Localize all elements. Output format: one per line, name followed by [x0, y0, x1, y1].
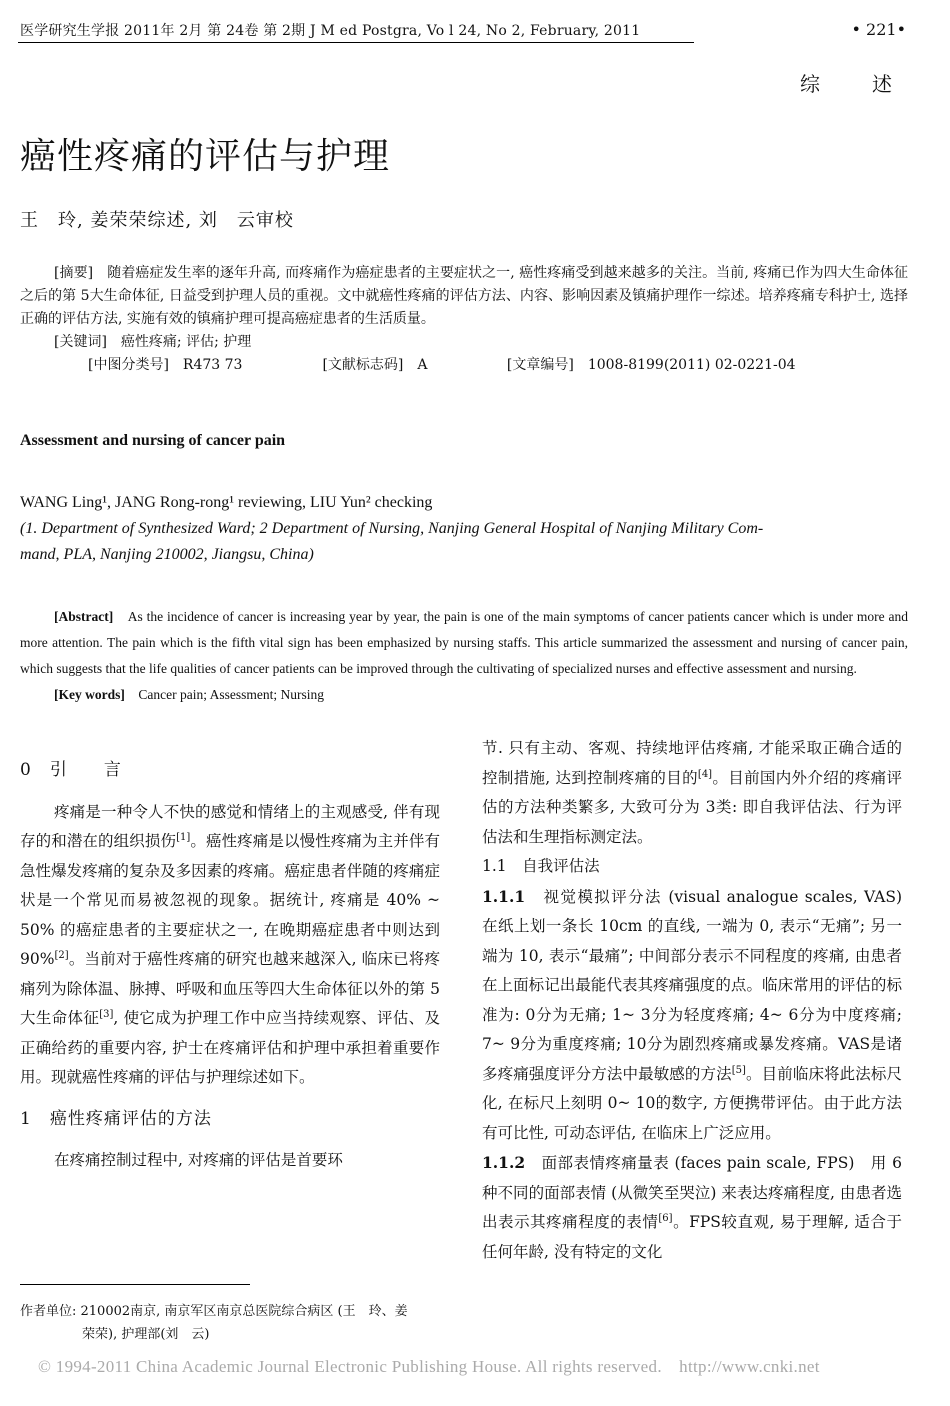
paragraph: 在疼痛控制过程中, 对疼痛的评估是首要环	[54, 1151, 343, 1169]
english-abstract	[20, 604, 908, 708]
paragraph: 疼痛是一种令人不快的感觉和情绪上的主观感受, 伴有现存的和潜在的组织损伤[1]。癌性疼痛是以慢性疼痛为主并伴有急性爆发疼痛的复杂及多因素的疼痛。癌症患者伴随的疼痛症状是一个常见而易被忽视的现象。据统计, 疼痛是 40% ~ 50% 的癌症患者的主要症状之一, 在晚期癌症患者中则达到 90%[2]。当前对于癌性疼痛的研究也越来越深入, 临床已将疼痛列为除体温、脉搏、呼吸和血压等四大生命体征以外的第 5大生命体征[3], 使它成为护理工作中应当持续观察、评估、及正确给药的重要内容, 护士在疼痛评估和护理中承担着重要作用。现就癌性疼痛的评估与护理综述如下。	[20, 802, 440, 1086]
page-number: • 221•	[851, 20, 906, 39]
english-author-line: WANG Ling¹, JANG Rong-rong¹ reviewing, LIU Yun² checking	[20, 494, 433, 511]
header-rule	[18, 42, 694, 43]
citation: [5]	[731, 1064, 746, 1076]
citation: [3]	[99, 1009, 114, 1020]
classification-row	[20, 354, 908, 377]
english-keywords: Cancer pain; Assessment; Nursing	[138, 687, 324, 702]
clc-number: [中图分类号] R473 73	[88, 357, 243, 373]
body-left-column	[20, 750, 440, 1176]
paragraph: 1.1.1 视觉模拟评分法 (visual analogue scales, VAS) 在纸上划一条长 10cm 的直线, 一端为 0, 表示“无痛”; 另一端为 10, 表示“最痛”; 中间部分表示不同程度的疼痛, 由患者在上面标记出最能代表其疼痛强度的点。临床常用的评估的标准为: 0分为无痛; 1~ 3分为轻度疼痛; 4~ 6分为中度疼痛; 7~ 9分为重度疼痛; 10分为剧烈疼痛或暴发疼痛。VAS是诸多疼痛强度评分方法中最敏感的方法[5]。目前临床将此法标尺化, 在标尺上刻明 0~ 10的数字, 方便携带评估。由于此方法有可比性, 可动态评估, 在临床上广泛应用。	[482, 886, 918, 1142]
section-heading-intro: 0 引 言	[20, 760, 122, 780]
paragraph: 1.1.2 面部表情疼痛量表 (faces pain scale, FPS) 用 6种不同的面部表情 (从微笑至哭泣) 来表达疼痛程度, 由患者选出表示其疼痛程度的表情[6]。FPS较直观, 易于理解, 适合于任何年龄, 没有特定的文化	[482, 1153, 902, 1261]
section-heading-1: 1 癌性疼痛评估的方法	[20, 1108, 212, 1129]
keywords: [关键词] 癌性疼痛; 评估; 护理	[54, 334, 252, 350]
paragraph: 节. 只有主动、客观、持续地评估疼痛, 才能采取正确合适的控制措施, 达到控制疼痛的目的[4]。目前国内外介绍的疼痛评估的方法种类繁多, 大致可分为 3类: 即自我评估法、行为评估法和生理指标测定法。	[482, 739, 902, 846]
abstract-label: [Abstract]	[54, 609, 114, 624]
citation: [4]	[697, 768, 713, 780]
citation: [6]	[658, 1213, 673, 1224]
chinese-abstract	[20, 262, 908, 377]
document-code: [文献标志码] A	[322, 357, 428, 373]
article-title: 癌性疼痛的评估与护理	[20, 136, 391, 177]
section-category: 综述	[800, 72, 944, 96]
running-header: 医学研究生学报 2011年 2月 第 24卷 第 2期 J M ed Postgra, Vo l 24, No 2, February, 2011	[20, 23, 641, 39]
keywords-label: [Key words]	[54, 687, 125, 702]
subsection-number: 1.1.1	[482, 886, 526, 906]
footnote-line-2: 荣荣), 护理部(刘 云)	[82, 1327, 210, 1342]
citation: [1]	[176, 832, 191, 843]
subsection-number: 1.1.2	[482, 1153, 526, 1172]
affiliation-line-2: mand, PLA, Nanjing 210002, Jiangsu, China)	[20, 546, 314, 563]
author-affiliation-footnote	[20, 1300, 452, 1346]
author-line: 王 玲, 姜荣荣综述, 刘 云审校	[20, 210, 294, 231]
footnote-line-1: 作者单位: 210002南京, 南京军区南京总医院综合病区 (王 玲、姜	[20, 1304, 408, 1319]
affiliation-line-1: (1. Department of Synthesized Ward; 2 Department of Nursing, Nanjing General Hospital of Nanjing Military Com-	[20, 520, 764, 537]
english-title: Assessment and nursing of cancer pain	[20, 432, 286, 449]
english-authors	[20, 490, 908, 568]
subsection-heading-1-1: 1.1 自我评估法	[482, 857, 600, 875]
copyright-watermark: © 1994-2011 China Academic Journal Electronic Publishing House. All rights reserved. http://www.cnki.net	[38, 1357, 820, 1376]
citation: [2]	[54, 950, 69, 961]
abstract-text: [摘要] 随着癌症发生率的逐年升高, 而疼痛作为癌症患者的主要症状之一, 癌性疼痛受到越来越多的关注。当前, 疼痛已作为四大生命体征之后的第 5大生命体征, 日益受到护理人员的重视。文中就癌性疼痛的评估方法、内容、影响因素及镇痛护理作一综述。培养疼痛专科护士, 选择正确的评估方法, 实施有效的镇痛护理可提高癌症患者的生活质量。	[20, 265, 908, 327]
footnote-rule	[20, 1284, 250, 1285]
body-right-column	[482, 734, 918, 1267]
english-abstract-text: As the incidence of cancer is increasing year by year, the pain is one of the main symptoms of cancer patients cancer which is under more and more attention. The pain which is the fifth vital sign has been emphasized by nursing staffs. This article summarized the assessment and nursing of cancer pain, which suggests that the life qualities of cancer patients can be improved through the cultivating of specialized nurses and effective assessment and nursing.	[20, 609, 908, 676]
article-number: [文章编号] 1008-8199(2011) 02-0221-04	[506, 357, 796, 373]
